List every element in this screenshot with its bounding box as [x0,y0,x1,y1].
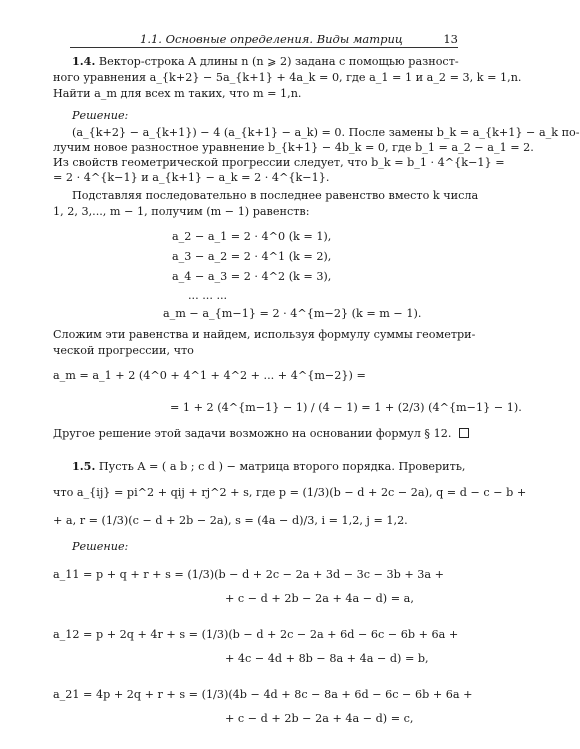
text-line: ческой прогрессии, что [53,344,194,357]
text-line: Решение: [72,109,129,122]
text-line: 1.5. Пусть A = ( a b ; c d ) − матрица второго порядка. Проверить, [72,459,466,473]
problem-number: 1.4. [72,54,96,68]
page-number: 13 [443,32,458,46]
text-line: a_21 = 4p + 2q + r + s = (1/3)(4b − 4d + 8c − 8a + 6d − 6c − 6b + 6a + [53,688,473,701]
text-line: a_m = a_1 + 2 (4^0 + 4^1 + 4^2 + ... + 4^{m−2}) = [53,369,366,382]
text-line: Другое решение этой задачи возможно на основании формул § 12. [53,428,469,439]
text-line: Подставляя последовательно в последнее равенство вместо k числа [72,189,479,202]
text-line: + c − d + 2b − 2a + 4a − d) = c, [225,712,414,725]
text-line: + 4c − 4d + 8b − 8a + 4a − d) = b, [225,652,429,665]
text-line: = 1 + 2 (4^{m−1} − 1) / (4 − 1) = 1 + (2/3) (4^{m−1} − 1). [170,401,522,414]
section-title: 1.1. Основные определения. Виды матриц [140,32,403,46]
text-line: = 2 · 4^{k−1} и a_{k+1} − a_k = 2 · 4^{k−1}. [53,171,330,184]
text-line: a_2 − a_1 = 2 · 4^0 (k = 1), [172,230,332,243]
text-line: a_m − a_{m−1} = 2 · 4^{m−2} (k = m − 1). [163,307,422,320]
text-line: Решение: [72,540,129,553]
text-line: + c − d + 2b − 2a + 4a − d) = a, [225,592,414,605]
problem-number: 1.5. [72,459,96,473]
text-line: что a_{ij} = pi^2 + qij + rj^2 + s, где p = (1/3)(b − d + 2c − 2a), q = d − c − b + [53,486,527,499]
text-line: 1.4. Вектор-строка A длины n (n ⩾ 2) задана с помощью разност- [72,54,459,68]
running-header [70,30,458,48]
text-line: (a_{k+2} − a_{k+1}) − 4 (a_{k+1} − a_k) = 0. После замены b_k = a_{k+1} − a_k по- [72,126,580,139]
text-line: лучим новое разностное уравнение b_{k+1} − 4b_k = 0, где b_1 = a_2 − a_1 = 2. [53,141,534,154]
text-line: a_3 − a_2 = 2 · 4^1 (k = 2), [172,250,332,263]
text-line: ного уравнения a_{k+2} − 5a_{k+1} + 4a_k = 0, где a_1 = 1 и a_2 = 3, k = 1,n. [53,71,522,84]
text-line: Из свойств геометрической прогрессии следует, что b_k = b_1 · 4^{k−1} = [53,156,505,169]
text-line: + a, r = (1/3)(c − d + 2b − 2a), s = (4a − d)/3, i = 1,2, j = 1,2. [53,514,408,527]
text-line: 1, 2, 3,..., m − 1, получим (m − 1) равенств: [53,205,310,218]
text-line: a_11 = p + q + r + s = (1/3)(b − d + 2c − 2a + 3d − 3c − 3b + 3a + [53,568,444,581]
text-line: ... ... ... [188,289,228,302]
text-line: Найти a_m для всех m таких, что m = 1,n. [53,87,302,100]
text-line: a_4 − a_3 = 2 · 4^2 (k = 3), [172,270,332,283]
text-line: Сложим эти равенства и найдем, используя формулу суммы геометри- [53,328,476,341]
qed-square-icon [459,428,469,438]
text-line: a_12 = p + 2q + 4r + s = (1/3)(b − d + 2c − 2a + 6d − 6c − 6b + 6a + [53,628,459,641]
